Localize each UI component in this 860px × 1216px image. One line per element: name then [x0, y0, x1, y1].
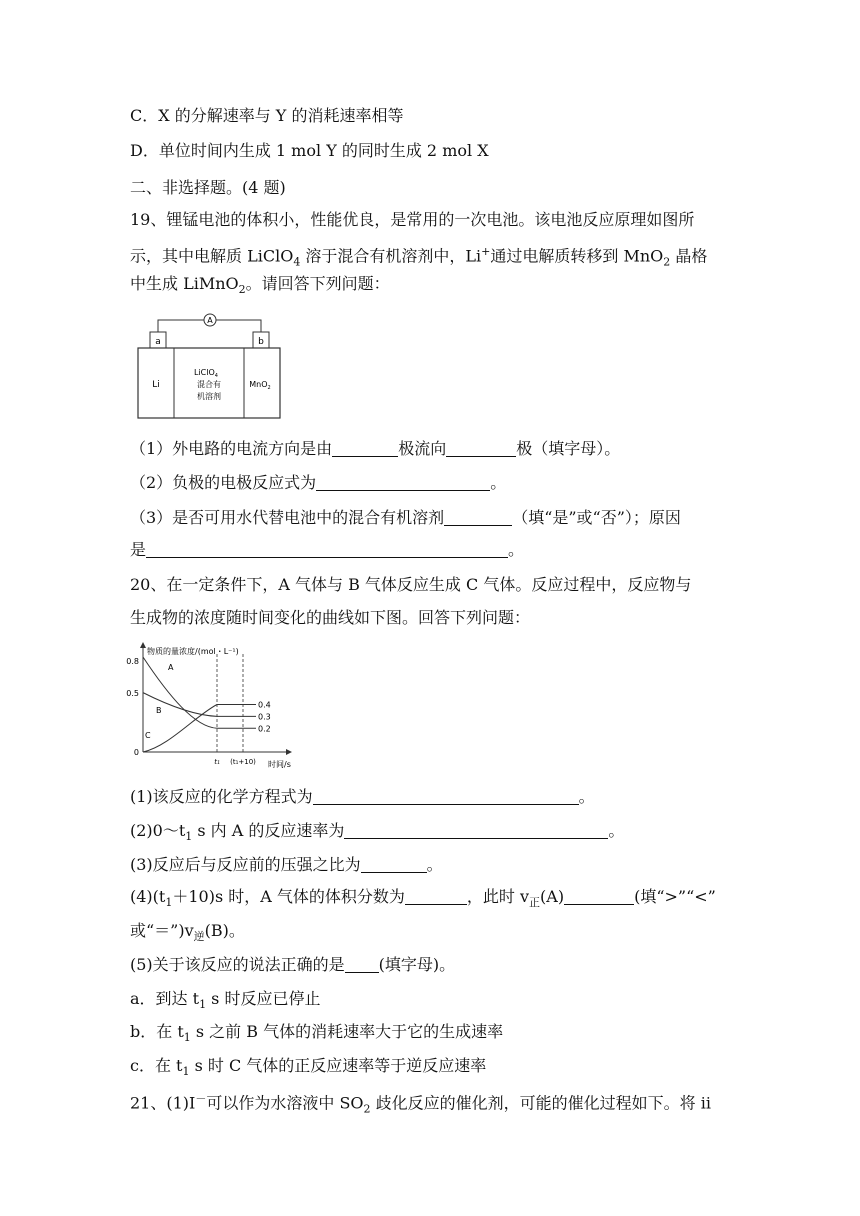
q19-part1: （1）外电路的电流方向是由 极流向 极（填字母）。: [130, 439, 621, 458]
answer-blank: [405, 888, 467, 905]
answer-blank: [444, 509, 512, 526]
answer-blank: [446, 440, 516, 457]
q20-part1: (1)该反应的化学方程式为 。: [130, 787, 595, 806]
end-value-label-a: 0.2: [258, 724, 271, 734]
series-label-a: A: [168, 663, 174, 672]
y-axis-title: 物质的量浓度/(mol・L⁻¹): [147, 647, 239, 656]
answer-blank: [345, 956, 379, 973]
q20-option-c: c．在 $t_1$ s 时 C 气体的正反应速率等于逆反应速率: [130, 1056, 487, 1079]
answer-blank: [316, 474, 490, 491]
answer-blank: [344, 822, 608, 839]
y-axis-arrow: [140, 642, 146, 648]
x-axis-arrow: [286, 749, 292, 755]
q19-part2: （2）负极的电极反应式为 。: [130, 473, 507, 492]
answer-blank: [146, 541, 508, 558]
concentration-chart: [128, 640, 304, 778]
y-tick-0-5: 0.5: [126, 689, 139, 698]
anode-label: Li: [152, 380, 160, 390]
answer-blank: [313, 788, 579, 805]
answer-blank: [564, 888, 634, 905]
q20-part4: $(4)(t_1+10)s$ 时，A 气体的体积分数为 ，此时 $v_正(A)$ (填“>”“<”: [130, 887, 716, 910]
ammeter-label: A: [207, 316, 213, 325]
q20-stem-line1: 20、在一定条件下，A 气体与 B 气体反应生成 C 气体。反应过程中，反应物与: [130, 575, 692, 594]
terminal-a-label: a: [155, 337, 161, 347]
electrolyte-label-2: 混合有: [197, 380, 221, 389]
cathode-label: MnO$_2$: [249, 380, 271, 391]
q20-part4-cont: 或“$=”)v_逆(B)$。: [130, 921, 245, 944]
q20-option-a: a．到达 $t_1$ s 时反应已停止: [130, 989, 321, 1012]
q19-part3: （3）是否可用水代替电池中的混合有机溶剂 （填“是”或“否”）；原因: [130, 508, 681, 527]
y-tick-0-8: 0.8: [126, 657, 139, 666]
q20-stem-line2: 生成物的浓度随时间变化的曲线如下图。回答下列问题：: [130, 608, 531, 627]
answer-blank: [361, 856, 427, 873]
q20-part3: (3)反应后与反应前的压强之比为 。: [130, 855, 443, 874]
q19-stem-line2: 示，其中电解质 LiClO$_4$ 溶于混合有机溶剂中，Li+通过电解质转移到 MnO$_2$ 晶格: [130, 245, 708, 269]
option-c: C．X 的分解速率与 Y 的消耗速率相等: [130, 106, 404, 125]
series-label-c: C: [145, 731, 151, 740]
q20-option-b: b．在 $t_1$ s 之前 B 气体的消耗速率大于它的生成速率: [130, 1022, 504, 1045]
answer-blank: [332, 440, 398, 457]
section-heading: 二、非选择题。(4 题): [130, 178, 286, 197]
option-d: D．单位时间内生成 1 mol Y 的同时生成 2 mol X: [130, 141, 489, 160]
q19-part3-cont: 是 。: [130, 540, 525, 559]
electrolyte-label-1: LiClO$_4$: [194, 368, 218, 379]
series-label-b: B: [156, 706, 162, 715]
battery-diagram: [130, 310, 290, 426]
q21-stem: 21、(1)I－可以作为水溶液中 $SO_2$ 歧化反应的催化剂，可能的催化过程如下。将 ii: [130, 1092, 711, 1116]
q19-stem-line3: 中生成 LiMnO$_2$。请回答下列问题：: [130, 274, 390, 297]
x-tick-t1-plus-10: (t₁+10): [230, 758, 256, 766]
terminal-b-label: b: [258, 337, 264, 347]
end-value-label-b: 0.3: [258, 712, 271, 722]
end-value-label-c: 0.4: [258, 700, 271, 710]
q19-stem-line1: 19、锂锰电池的体积小，性能优良，是常用的一次电池。该电池反应原理如图所: [130, 210, 695, 229]
q20-part5: (5)关于该反应的说法正确的是 (填字母)。: [130, 955, 456, 974]
q20-part2: $(2)0\sim t_1$ s 内 A 的反应速率为 。: [130, 821, 625, 844]
y-tick-0: 0: [133, 748, 139, 757]
x-axis-title: 时间/s: [268, 760, 291, 769]
x-tick-t1: t₁: [214, 758, 220, 766]
electrolyte-label-3: 机溶剂: [197, 392, 221, 401]
